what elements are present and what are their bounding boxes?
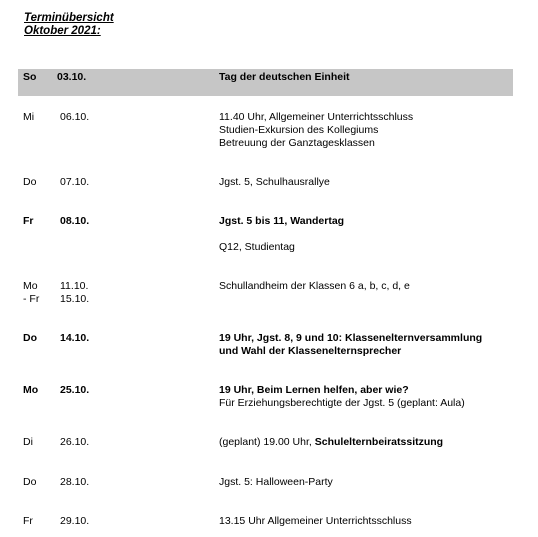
row-description-line: Q12, Studientag: [219, 241, 295, 253]
row-description: [219, 176, 519, 189]
row-description-line: Jgst. 5 bis 11, Wandertag: [219, 215, 345, 227]
row-description: [219, 111, 519, 150]
row-description: [219, 436, 519, 449]
row-day: So: [23, 71, 37, 83]
row-description: [219, 332, 519, 358]
row-description-line: Jgst. 5, Schulhausrallye: [219, 176, 330, 188]
row-description-line: Tag der deutschen Einheit: [219, 71, 350, 83]
row-description-line: Studien-Exkursion des Kollegiums: [219, 124, 379, 136]
row-date: 03.10.: [57, 71, 87, 83]
page-title: [24, 12, 114, 38]
row-description-line: 19 Uhr, Jgst. 8, 9 und 10: Klassenelternversammlung: [219, 332, 483, 344]
row-day: Di: [23, 436, 33, 448]
row-date: 11.10.: [60, 280, 89, 292]
row-description-line: 13.15 Uhr Allgemeiner Unterrichtsschluss: [219, 515, 412, 527]
row-date: 28.10.: [60, 476, 90, 488]
row-day: Mo: [23, 280, 38, 292]
row-description-part: (geplant) 19.00 Uhr,: [219, 436, 315, 448]
row-date: 08.10.: [60, 215, 90, 227]
row-day: Fr: [23, 215, 34, 227]
row-day: Fr: [23, 515, 33, 527]
title-line-2: Oktober 2021:: [24, 25, 101, 37]
title-line-1: Terminübersicht: [24, 12, 114, 24]
row-description-line: 11.40 Uhr, Allgemeiner Unterrichtsschluss: [219, 111, 414, 123]
row-description: [219, 476, 519, 489]
row-date: 07.10.: [60, 176, 90, 188]
row-description: [219, 280, 519, 293]
row-day-end: - Fr: [23, 293, 40, 305]
row-description-line: Jgst. 5: Halloween-Party: [219, 476, 333, 488]
row-description-line: Betreuung der Ganztagesklassen: [219, 137, 375, 149]
row-date: 06.10.: [60, 111, 90, 123]
row-day: Do: [23, 332, 37, 344]
row-description-line: Für Erziehungsberechtigte der Jgst. 5 (geplant: Aula): [219, 397, 465, 409]
row-date: 25.10.: [60, 384, 90, 396]
row-day: Mi: [23, 111, 35, 123]
row-day: Do: [23, 176, 37, 188]
row-description: [219, 515, 519, 528]
row-description-line: [219, 436, 519, 449]
row-description: [219, 71, 519, 84]
row-description-part-bold: Schulelternbeiratssitzung: [314, 436, 444, 448]
row-description-line: Schullandheim der Klassen 6 a, b, c, d, e: [219, 280, 410, 292]
row-date: 26.10.: [60, 436, 90, 448]
row-description-line: und Wahl der Klassenelternsprecher: [219, 345, 402, 357]
row-day: Mo: [23, 384, 39, 396]
row-date: 14.10.: [60, 332, 90, 344]
row-date: 29.10.: [60, 515, 90, 527]
row-day: Do: [23, 476, 37, 488]
row-description-line: 19 Uhr, Beim Lernen helfen, aber wie?: [219, 384, 409, 396]
row-date-end: 15.10.: [60, 293, 90, 305]
row-description: [219, 215, 519, 254]
row-description: [219, 384, 519, 410]
